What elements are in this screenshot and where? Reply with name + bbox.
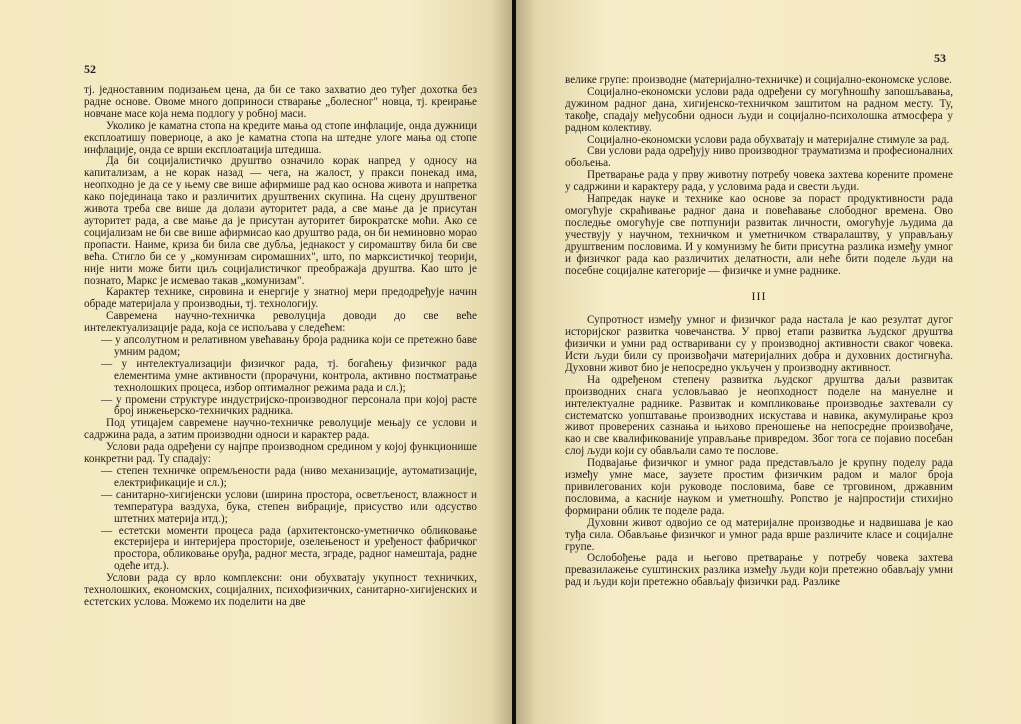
page-number-right: 53 — [934, 51, 946, 65]
paragraph: Социјално-економски услови рада обухватају и материјалне стимуле за рад. — [587, 133, 950, 146]
list-item: — у интелектуализацији физичког рада, тј. богаћењу физичког рада елементима умне активности (прорачуни, контрола, активно постматрање технолошких процеса, избор оптималног режима рада и сл.); — [84, 359, 477, 395]
paragraph: Духовни живот одвојио се од материјалне производње и надвишава је као туђа сила. Обављање физичког и умног рада врше различите класе и социјалне групе. — [565, 516, 953, 553]
paragraph: Сви услови рада одређују ниво производног трауматизма и професионалних обољења. — [565, 145, 953, 170]
paragraph: Савремена научно-техничка револуција доводи до све веће интелектуализације рада, која се испољава у следећем: — [84, 310, 477, 335]
right-page — [516, 0, 1021, 724]
paragraph: Услови рада су врло комплексни: они обухватају укупност техничких, технолошких, економских, социјалних, психофизичких, санитарно-хигијенских и естетских услова. Можемо их поделити на две — [84, 572, 477, 608]
paragraph: Супротност између умног и физичког рада настала је као резултат дугог историјског развитка човечанства. У првој етапи развитка људског друштва физички и умни рад остваривани су у производној активности сваког човека. Исти људи били су произвођачи материјалних добра и духовних достигнућа. Духовни живот био је непосредно укључен у производну активност. — [565, 314, 953, 374]
list-item: — санитарно-хигијенски услови (ширина простора, осветљеност, влажност и температура ваздуха, бука, степен вибрације, присуство или одсуство штетних материја итд.); — [84, 490, 477, 526]
paragraph: Напредак науке и технике као основе за пораст продуктивности рада омогућује скраћивање радног дана и повећавање слободног времена. Ово последње омогућује све потпунији развитак личности, омогућује људима да учествују у научном, техничком и уметничком стваралаштву, у управљању друштвеним пословима. И у комунизму ће бити присутна разлика између умног и физичког рада као различитих делатности, али неће бити поделе људи на посебне социјалне категорије — физичке и умне раднике. — [565, 193, 953, 277]
list-item: — у промени структуре индустријско-производног персонала при којој расте број инжењерско-техничких радника. — [84, 395, 477, 419]
paragraph: тј. једноставним подизањем цена, да би се тако захватио део туђег дохотка без радне основе. Овоме много доприноси стварање „болесног" новца, тј. креирање новчане масе која нема подлогу у робној маси. — [84, 84, 477, 120]
paragraph: На одређеном степену развитка људског друштва даљи развитак производних снага условљавао је неопходност поделе на мануелне и интелектуалне раднике. Развитак и компликовање производње захтевали су систематско уопштавање производних искустава и навика, акумулирање кроз живот проверених сазнања и њихово преношење на непосредне произвођаче, као и све квалификованије управљање привредом. Због тога се појавио посебан слој људи који су обављали само те послове. — [565, 373, 953, 458]
list-item: — у апсолутном и релативном увећавању броја радника који се претежно баве умним радом; — [84, 335, 477, 359]
paragraph: Под утицајем савремене научно-техничке револуције мењају се услови и садржина рада, а затим производни односи и карактер рада. — [84, 417, 477, 442]
paragraph: Да би социјалистичко друштво означило корак напред у односу на капитализам, а не корак назад — чега, на жалост, у пракси понекад има, неопходно је да се у њему све више афирмише рад као основа живота и напретка како појединаца тако и различитих друштвених скупина. На сцену друштвеног живота треба све више да долази ауторитет рада, а све мање да је присутан ауторитет рада, а све мање да је присутан ауторитет бирократске моћи. Ако се социјализам не би све више афирмисао као друштво рада, он би неминовно морао пропасти. Наиме, криза би била све дубља, једнакост у сиромаштву била би све већа. Стигло би се у „комунизам сиромашних", што, по марксистичкој теорији, није нити може бити циљ социјалистичког преображаја друштва. Као што је познато, Маркс је исмевао такав „комунизам". — [84, 155, 477, 287]
paragraph: Ослобођење рада и његово претварање у потребу човека захтева превазилажење суштинских разлика између људи који претежно обављају умни рад и људи који претежно обављају физички рад. Разлике — [565, 552, 953, 589]
paragraph: Уколико је каматна стопа на кредите мања од стопе инфлације, онда дужници експлоатишу повериоце, а ако је каматна стопа на штедне улоге мања од стопе инфлације, онда се врши експлоатација штедиша. — [84, 119, 477, 156]
dash-list — [84, 335, 477, 418]
paragraph: Претварање рада у прву животну потребу човека захтева корените промене у садржини и карактеру рада, у условима рада и свести људи. — [565, 169, 953, 194]
paragraph: Социјално-економски услови рада одређени су могућношћу запошљавања, дужином радног дана, хигијенско-техничком заштитом на радном месту. Ту, такође, спадају међусобни односи људи и социјално-психолошка атмосфера у радном колективу. — [565, 85, 953, 134]
dash-list — [84, 466, 477, 573]
paragraph: Подвајање физичког и умног рада представљало је крупну поделу рада између умне масе, заузете простим физичким радом и малог броја привилегованих који руководе пословима, баве се трговином, државним пословима, а касније науком и уметношћу. Ропство је најпростији стихијно формирани облик те поделе рада. — [565, 457, 953, 517]
paragraph: велике групе: производне (материјално-техничке) и социјално-економске услове. — [565, 74, 952, 86]
section-heading: III — [751, 289, 767, 304]
list-item: — естетски моменти процеса рада (архитектонско-уметничко обликовање екстеријера и интеријера просторије, озелењеност и уређеност фабричког простора, обликовање оруђа, радног места, зграде, радног намештаја, радне одеће итд.). — [84, 526, 477, 574]
list-item: — степен техничке опремљености рада (ниво механизације, аутоматизације, електрификације и сл.); — [84, 466, 477, 490]
right-page-text — [565, 75, 953, 589]
paragraph: Услови рада одређени су најпре производном средином у којој функционише конкретни рад. Ту спадају: — [84, 441, 477, 466]
left-page-text — [84, 85, 477, 609]
paragraph: Карактер технике, сировина и енергије у знатној мери предодређује начин обраде материјала у производњи, тј. технологију. — [84, 286, 477, 311]
page-number-left: 52 — [84, 62, 96, 76]
